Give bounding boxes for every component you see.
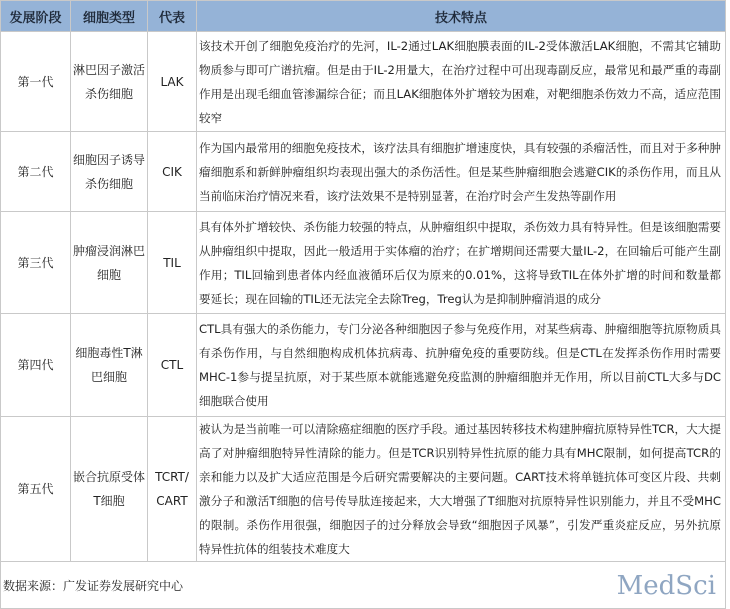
features-cell: CTL具有强大的杀伤能力，专门分泌各种细胞因子参与免疫作用，对某些病毒、肿瘤细胞等抗原物质具有杀伤作用，与自然细胞构成机体抗病毒、抗肿瘤免疫的重要防线。但是CTL在发挥杀伤作用时需要MHC-1参与提呈抗原，对于某些原本就能逃避免疫监测的肿瘤细胞并无作用，所以目前CTL大多与DC细胞联合使用 [197, 314, 726, 417]
stage-cell: 第三代 [1, 212, 71, 314]
cell-type-cell: 嵌合抗原受体T细胞 [71, 417, 148, 562]
representative-cell: CIK [148, 132, 197, 212]
data-source: 数据来源：广发证券发展研究中心 [1, 562, 726, 609]
features-cell: 作为国内最常用的细胞免疫技术，该疗法具有细胞扩增速度快，具有较强的杀瘤活性，而且对于多种肿瘤细胞系和新鲜肿瘤组织均表现出强大的杀伤活性。但是某些肿瘤细胞会逃避CIK的杀伤作用，而且从当前临床治疗情况来看，该疗法效果不是特别显著，在治疗时会产生发热等副作用 [197, 132, 726, 212]
stage-cell: 第一代 [1, 32, 71, 132]
table-header [1, 1, 726, 32]
features-cell: 具有体外扩增较快、杀伤能力较强的特点，从肿瘤组织中提取，杀伤效力具有特异性。但是该细胞需要从肿瘤组织中提取，因此一般适用于实体瘤的治疗；在扩增期间还需要大量IL-2，在回输后可能产生副作用；TIL回输到患者体内经血液循环后仅为原来的0.01%，这将导致TIL在体外扩增的时间和数量都要延长；现在回输的TIL还无法完全去除Treg，Treg认为是抑制肿瘤消退的成分 [197, 212, 726, 314]
cell-type-cell: 细胞因子诱导杀伤细胞 [71, 132, 148, 212]
header-cell-type: 细胞类型 [71, 1, 148, 32]
cell-type-cell: 淋巴因子激活杀伤细胞 [71, 32, 148, 132]
medsci-watermark: MedSci [616, 571, 716, 601]
header-representative: 代表 [148, 1, 197, 32]
table-row [1, 417, 726, 562]
header-stage: 发展阶段 [1, 1, 71, 32]
stage-cell: 第二代 [1, 132, 71, 212]
cell-type-cell: 肿瘤浸润淋巴细胞 [71, 212, 148, 314]
table-row [1, 314, 726, 417]
header-features: 技术特点 [197, 1, 726, 32]
features-cell: 该技术开创了细胞免疫治疗的先河，IL-2通过LAK细胞膜表面的IL-2受体激活LAK细胞，不需其它辅助物质参与即可广谱抗瘤。但是由于IL-2用量大，在治疗过程中可出现毒副反应，最常见和最严重的毒副作用是出现毛细血管渗漏综合征；而且LAK细胞体外扩增较为困难，对靶细胞杀伤效力不高，适应范围较窄 [197, 32, 726, 132]
cell-type-cell: 细胞毒性T淋巴细胞 [71, 314, 148, 417]
representative-cell: TIL [148, 212, 197, 314]
table-row [1, 132, 726, 212]
stage-cell: 第五代 [1, 417, 71, 562]
stage-cell: 第四代 [1, 314, 71, 417]
table-row [1, 32, 726, 132]
table-row [1, 212, 726, 314]
features-cell: 被认为是当前唯一可以清除癌症细胞的医疗手段。通过基因转移技术构建肿瘤抗原特异性TCR，大大提高了对肿瘤细胞特异性清除的能力。但是TCR识别特异性抗原的能力具有MHC限制，如何提高TCR的亲和能力以及扩大适应范围是今后研究需要解决的主要问题。CART技术将单链抗体可变区片段、共刺激分子和激活T细胞的信号传导肽连接起来，大大增强了T细胞对抗原特异性识别能力，并且不受MHC的限制。杀伤作用很强，细胞因子的过分释放会导致“细胞因子风暴”，引发严重炎症反应，另外抗原特异性抗体的组装技术难度大 [197, 417, 726, 562]
representative-cell: LAK [148, 32, 197, 132]
representative-cell: TCRT/ CART [148, 417, 197, 562]
representative-cell: CTL [148, 314, 197, 417]
